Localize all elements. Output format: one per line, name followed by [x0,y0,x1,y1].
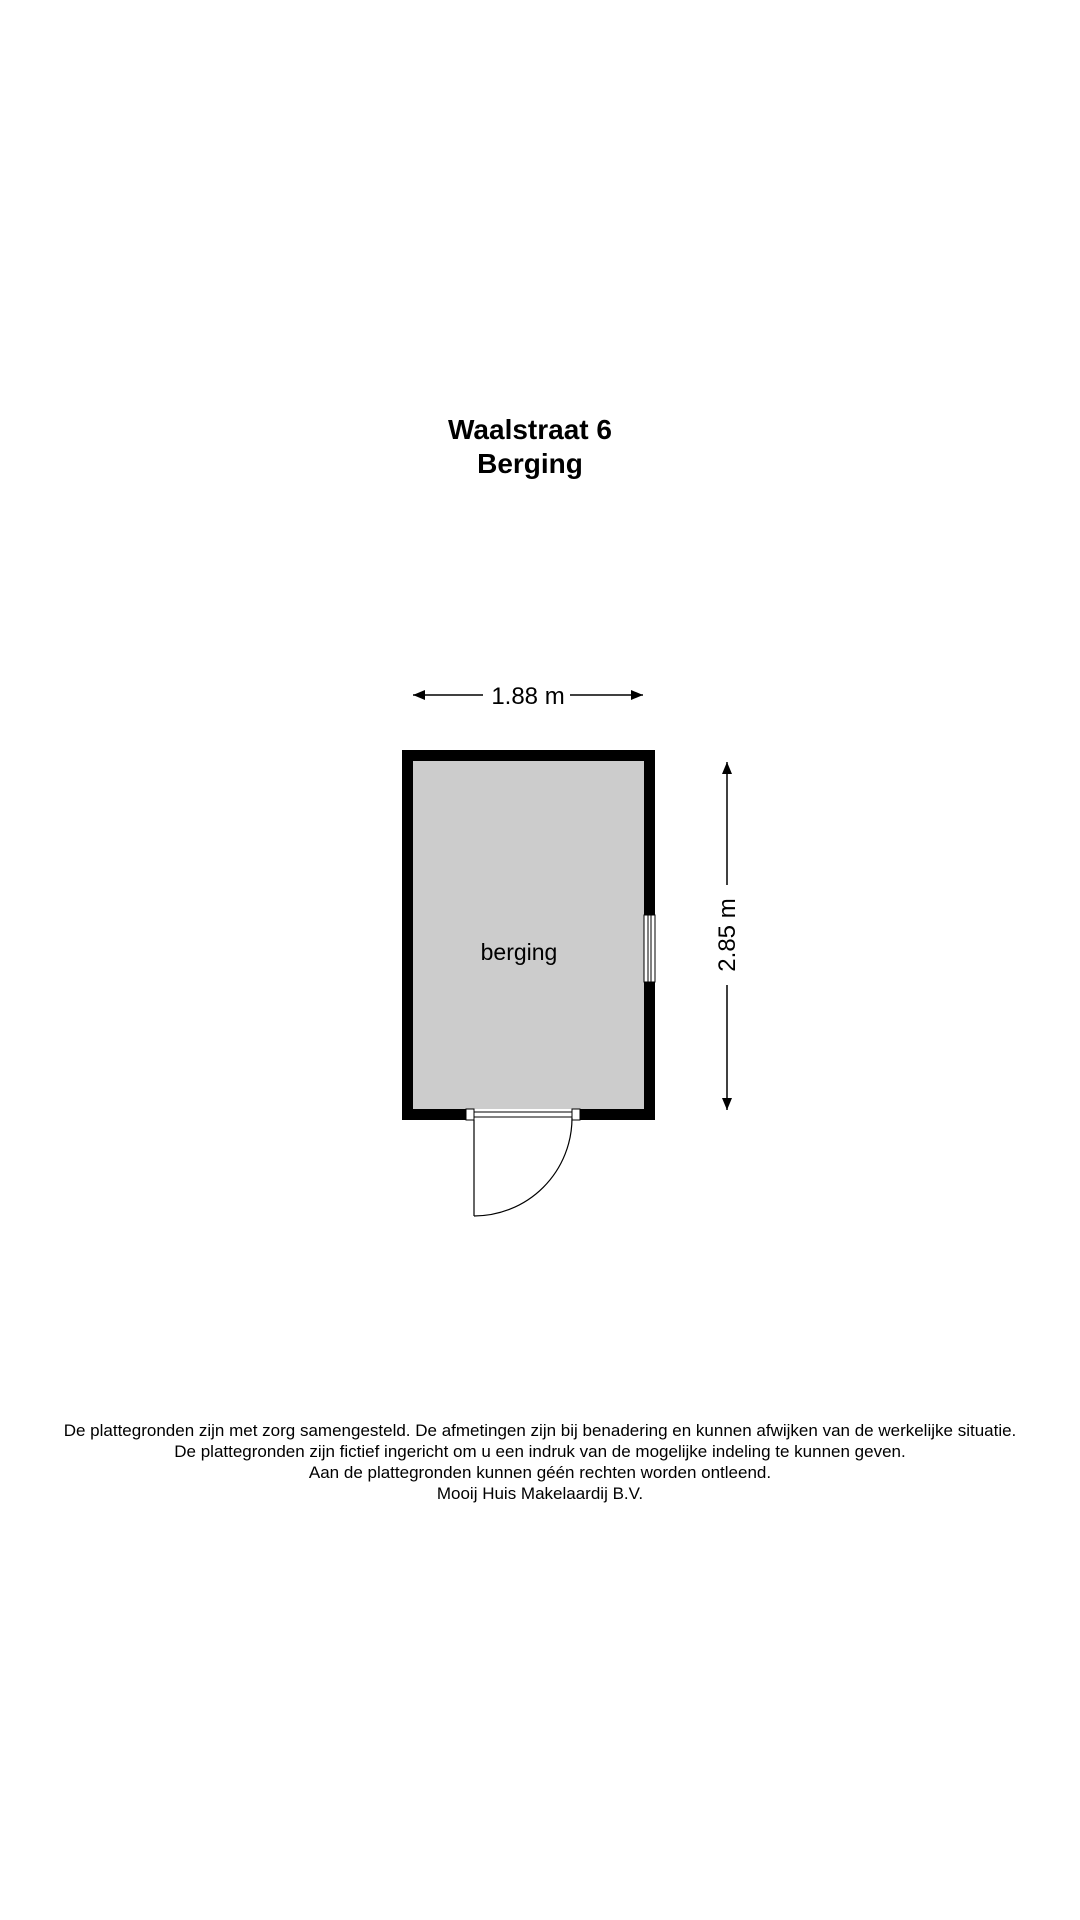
page-title: Waalstraat 6 [448,414,612,445]
height-arrow-down-icon [722,1098,732,1110]
height-dimension-label: 2.85 m [714,898,741,972]
height-dimension [714,762,741,1110]
room-label: berging [480,939,558,965]
disclaimer-line: De plattegronden zijn met zorg samengesteld. De afmetingen zijn bij benadering en kunnen afwijken van de werkelijke situatie. [63,1421,1017,1440]
width-dimension [413,683,643,710]
width-arrow-left-icon [413,690,425,700]
disclaimer-line: De plattegronden zijn fictief ingericht om u een indruk van de mogelijke indeling te kunnen geven. [174,1442,906,1461]
width-arrow-right-icon [631,690,643,700]
door-opening [466,1109,580,1120]
window-frame [644,915,655,982]
room-berging [402,750,655,1216]
door-jamb-left [466,1109,474,1120]
door-swing-arc [474,1118,572,1216]
width-dimension-label: 1.88 m [491,683,565,710]
door-jamb-right [572,1109,580,1120]
room-floor [413,761,644,1109]
disclaimer-line: Aan de plattegronden kunnen géén rechten worden ontleend. [308,1463,772,1482]
disclaimer [0,1420,1080,1504]
floor-subtitle: Berging [477,448,583,479]
height-arrow-up-icon [722,762,732,774]
disclaimer-company: Mooij Huis Makelaardij B.V. [436,1484,644,1503]
